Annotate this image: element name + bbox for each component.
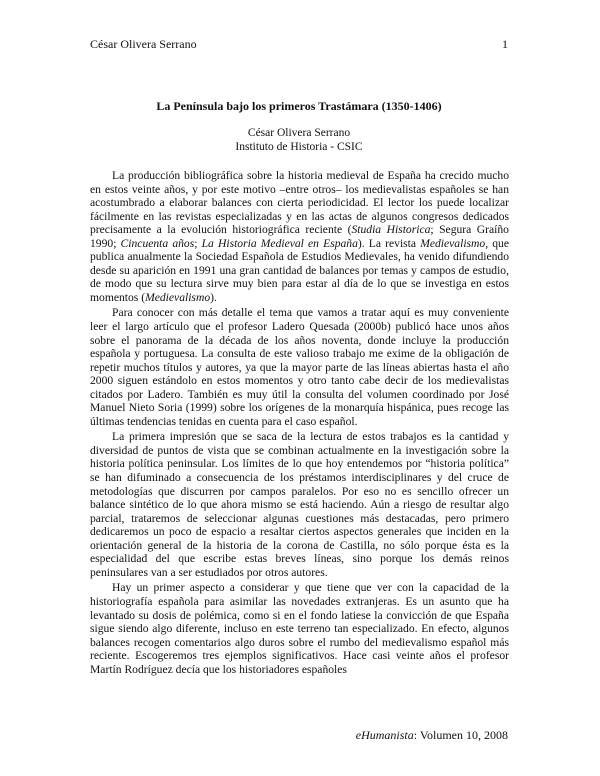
italic-text: Medievalismo <box>145 290 211 304</box>
page-footer <box>356 727 508 743</box>
body-paragraph <box>90 306 509 428</box>
text-run: que publica anualmente la Sociedad Española de Estudios Medievales, ha venido difundiendo desde su aparición en 1991 una gran cantidad de balances por temas y campos de estudio, de modo que su lectura sirve muy bien para estar al día de lo que se investiga en estos momentos ( <box>90 236 509 304</box>
footer-volume: : Volumen 10, 2008 <box>413 728 508 742</box>
body-paragraph <box>90 430 509 579</box>
italic-text: La Historia Medieval en España <box>201 236 358 250</box>
body-text <box>90 169 509 678</box>
text-run: Para conocer con más detalle el tema que vamos a tratar aquí es muy conveniente leer el largo artículo que el profesor Ladero Quesada (2000b) publicó hace unos años sobre el panorama de la década de los años noventa, donde incluye la producción española y portuguesa. La consulta de este valioso trabajo me exime de la obligación de repetir muchos títulos y autores, ya que la mayor parte de las líneas abiertas hasta el año 2000 siguen estándolo en estos momentos y otro tanto cabe decir de los medievalistas citados por Ladero. También es muy útil la consulta del volumen coordinado por José Manuel Nieto Soria (1999) sobre los orígenes de la monarquía hispánica, pues recoge las últimas tendencias tenidas en cuenta para el caso español. <box>90 306 509 428</box>
byline <box>90 126 508 154</box>
running-head-author: César Olivera Serrano <box>90 37 197 51</box>
article-title: La Península bajo los primeros Trastámara (1350-1406) <box>156 99 442 113</box>
body-paragraph <box>90 169 509 304</box>
article-author: César Olivera Serrano <box>247 127 351 139</box>
author-affiliation: Instituto de Historia - CSIC <box>235 141 363 153</box>
text-run: ). <box>210 290 217 304</box>
page-number: 1 <box>502 37 508 51</box>
running-head <box>90 36 508 52</box>
italic-text: Studia Historica <box>351 223 431 237</box>
text-run: La producción bibliográfica sobre la historia medieval de España ha crecido mucho en estos veinte años, y por este motivo –entre otros– los medievalistas españoles se han acostumbrado a elaborar balances con cierta periodicidad. El lector los puede localizar fácilmente en las revistas especializadas y en las actas de algunos congresos dedicados precisamente a la evolución historiográfica reciente ( <box>90 169 509 237</box>
body-paragraph <box>90 581 509 676</box>
text-run: ). La revista <box>357 236 421 250</box>
italic-text: Cincuenta años <box>120 236 195 250</box>
text-run: Hay un primer aspecto a considerar y que tiene que ver con la capacidad de la historiografía española para asimilar las novedades extranjeras. Es un asunto que ha levantado su dosis de polémica, como si en el fondo latiese la convicción de que España sigue siendo algo diferente, incluso en este terreno tan especializado. En efecto, algunos balances recogen comentarios algo duros sobre el rumbo del medievalismo español más reciente. Escogeremos tres ejemplos significativos. Hace casi veinte años el profesor Martín Rodríguez decía que los historiadores españoles <box>90 581 509 676</box>
text-run: ; Segura Graíño 1990; <box>90 223 509 250</box>
text-run: La primera impresión que se saca de la lectura de estos trabajos es la cantidad y diversidad de puntos de vista que se combinan actualmente en la investigación sobre la historia política peninsular. Los límites de lo que hoy entendemos por “historia política” se han difuminado a consecuencia de los préstamos interdisciplinares y del cruce de metodologías que discurren por campos paralelos. Por eso no es sencillo ofrecer un balance sintético de lo que ahora mismo se está haciendo. Aún a riesgo de resultar algo parcial, trataremos de seleccionar algunas cuestiones más destacadas, pero primero dedicaremos un poco de espacio a resaltar ciertos aspectos generales que inciden en la orientación general de la historia de la corona de Castilla, no sólo porque ésta es la especialidad del que escribe estas breves líneas, sino porque los demás reinos peninsulares van a ser estudiados por otros autores. <box>90 430 509 579</box>
italic-text: Medievalismo, <box>420 236 489 250</box>
footer-journal: eHumanista <box>355 728 414 742</box>
text-run: ; <box>194 236 202 250</box>
